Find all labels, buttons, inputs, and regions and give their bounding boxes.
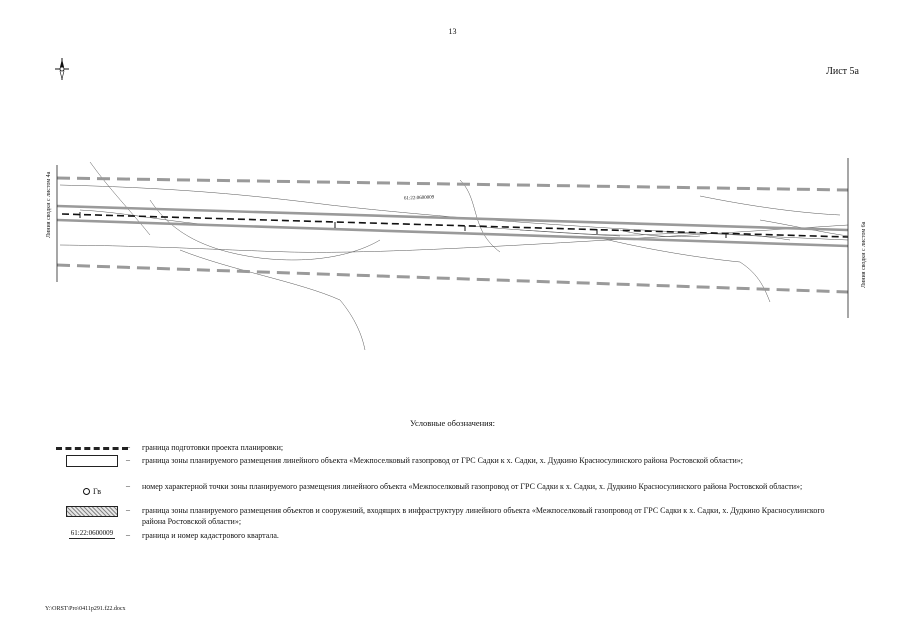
legend-text: граница зоны планируемого размещения объектов и сооружений, входящих в инфраструктуру линейного объекта «Межпоселковый газопровод от ГРС Садки к х. Садки, х. Дудкино Красносулинского района Ростовской области»; bbox=[142, 506, 825, 526]
dashed-line-symbol bbox=[56, 447, 128, 450]
sheet-label: Лист 5а bbox=[826, 66, 859, 77]
legend-text: граница подготовки проекта планировки; bbox=[142, 443, 284, 452]
legend-text: номер характерной точки зоны планируемого размещения линейного объекта «Межпоселковый газопровод от ГРС Садки к х. Садки, х. Дудкино Красносулинского района Ростовской области»; bbox=[142, 482, 803, 491]
point-circle-icon bbox=[83, 488, 90, 495]
point-symbol bbox=[83, 487, 101, 496]
legend-item: – граница зоны планируемого размещения объектов и сооружений, входящих в инфраструктуру линейного объекта «Межпоселковый газопровод от ГРС Садки к х. Садки, х. Дудкино Красносулинского района Ростовской области»; bbox=[46, 505, 856, 529]
legend-text: граница и номер кадастрового квартала. bbox=[142, 531, 279, 540]
legend-item: – граница подготовки проекта планировки; bbox=[46, 442, 856, 454]
legend-text: граница зоны планируемого размещения линейного объекта «Межпоселковый газопровод от ГРС Садки к х. Садки, х. Дудкино Красносулинского района Ростовской области»; bbox=[142, 456, 743, 465]
page-number: 13 bbox=[448, 27, 457, 36]
cadastral-symbol: 61:22:0600009 bbox=[70, 529, 114, 537]
legend-item: Гв – номер характерной точки зоны планируемого размещения линейного объекта «Межпоселковый газопровод от ГРС Садки к х. Садки, х. Дудкино Красносулинского района Ростовской области»; bbox=[46, 481, 856, 505]
hatched-zone-symbol bbox=[66, 506, 118, 517]
legend-title: Условные обозначения: bbox=[409, 418, 495, 428]
zone-rectangle-symbol bbox=[66, 455, 118, 467]
file-path: Y:\ORST\Pro\0411p291.f22.docx bbox=[45, 606, 126, 612]
match-line-left-label: Линия сводки с листом 4а bbox=[46, 171, 52, 238]
map-cadastral-label: 61:22:0600009 bbox=[403, 195, 435, 202]
legend-item: – граница зоны планируемого размещения линейного объекта «Межпоселковый газопровод от ГРС Садки к х. Садки, х. Дудкино Красносулинского района Ростовской области»; bbox=[46, 455, 856, 479]
match-line-right-label: Линия сводки с листом 6а bbox=[861, 221, 867, 288]
point-symbol-label: Гв bbox=[92, 486, 102, 496]
legend-item: 61:22:0600009 – граница и номер кадастрового квартала. bbox=[46, 530, 856, 544]
